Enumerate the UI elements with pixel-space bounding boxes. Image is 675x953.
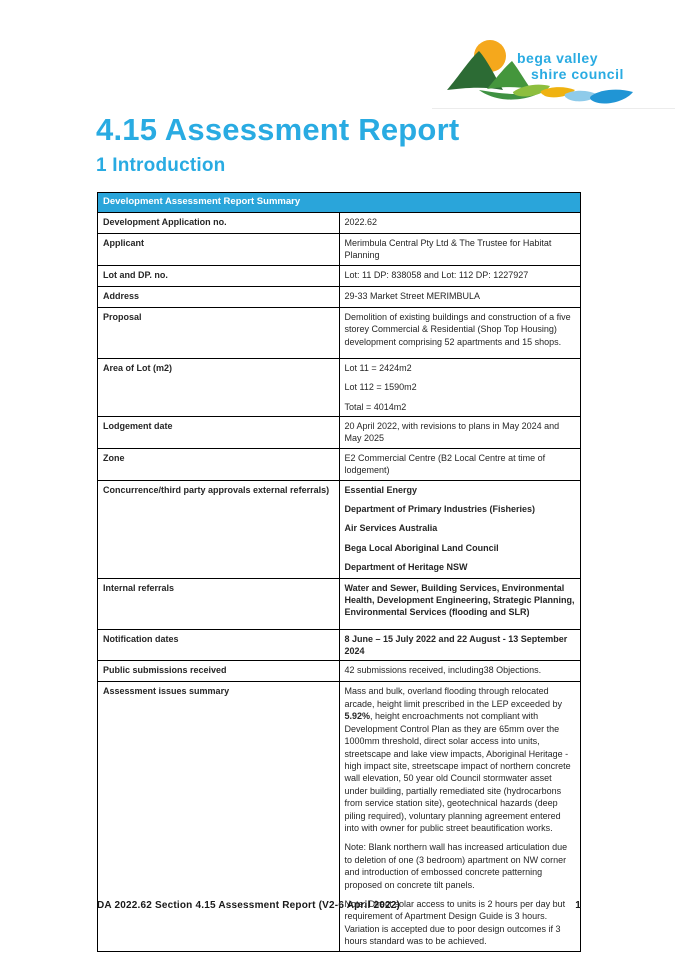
row-value: Demolition of existing buildings and construction of a five storey Commercial & Residential (Shop Top Housing) development comprising 52 apartments and 15 shops. xyxy=(339,307,581,358)
row-label: Applicant xyxy=(98,234,340,266)
row-value: Mass and bulk, overland flooding through relocated arcade, height limit prescribed in the LEP exceeded by 5.92%, height encroachments not compliant with Development Control Plan as they are 65mm over the 1000mm threshold, direct solar access into units, streetscape and lake view impacts, Aboriginal Heritage - high impact site, streetscape impact of northern concrete wall elevation, 50 year old Council stormwater asset under building, partially remediated site (hydrocarbons from service station site), geotechnical hazards (deep piling required), voluntary planning agreement entered into with owner for public street beautification works. Note: Blank northern wall has increased articulation due to deletion of one (3 bedroom) apartment on NW corner and introduction of embossed concrete patterning proposed on concrete tilt panels. Note: Direct solar access to units is 2 hours per day but requirement of Apartment Design Guide is 3 hours. Variation is accepted due to poor design outcomes if 3 hours standard was to be achieved. xyxy=(339,682,581,951)
table-header-title: Development Assessment Report Summary xyxy=(98,193,581,213)
summary-table xyxy=(97,192,581,952)
logo-text-line1: bega valley xyxy=(517,50,598,66)
table-row xyxy=(98,629,581,661)
table-row xyxy=(98,286,581,307)
row-value: 42 submissions received, including38 Objections. xyxy=(339,661,581,682)
table-row xyxy=(98,417,581,449)
row-label: Proposal xyxy=(98,307,340,358)
table-row xyxy=(98,480,581,578)
row-value: Lot: 11 DP: 838058 and Lot: 112 DP: 1227927 xyxy=(339,265,581,286)
summary-table-body xyxy=(98,213,581,952)
page-footer xyxy=(97,900,581,911)
row-label: Lodgement date xyxy=(98,417,340,449)
row-value: 8 June – 15 July 2022 and 22 August - 13 September 2024 xyxy=(339,629,581,661)
logo-text-line2: shire council xyxy=(531,66,624,82)
table-row xyxy=(98,213,581,234)
row-label: Zone xyxy=(98,448,340,480)
row-label: Public submissions received xyxy=(98,661,340,682)
table-row xyxy=(98,307,581,358)
table-row xyxy=(98,358,581,416)
row-label: Concurrence/third party approvals external referrals) xyxy=(98,480,340,578)
row-label: Address xyxy=(98,286,340,307)
footer-text: DA 2022.62 Section 4.15 Assessment Report (V2-6 April 2022) xyxy=(97,900,401,911)
table-header-row xyxy=(98,193,581,213)
row-value: E2 Commercial Centre (B2 Local Centre at time of lodgement) xyxy=(339,448,581,480)
row-label: Notification dates xyxy=(98,629,340,661)
row-label: Internal referrals xyxy=(98,578,340,629)
page-number: 1 xyxy=(575,900,581,911)
table-row xyxy=(98,265,581,286)
row-label: Lot and DP. no. xyxy=(98,265,340,286)
row-value: 29-33 Market Street MERIMBULA xyxy=(339,286,581,307)
bega-valley-logo xyxy=(443,36,643,108)
table-row xyxy=(98,234,581,266)
row-value: 2022.62 xyxy=(339,213,581,234)
table-row xyxy=(98,448,581,480)
row-value: Lot 11 = 2424m2 Lot 112 = 1590m2 Total = 4014m2 xyxy=(339,358,581,416)
row-label: Area of Lot (m2) xyxy=(98,358,340,416)
table-row xyxy=(98,578,581,629)
row-value: 20 April 2022, with revisions to plans in May 2024 and May 2025 xyxy=(339,417,581,449)
section-heading: 1 Introduction xyxy=(96,155,226,176)
header-divider xyxy=(432,108,675,109)
row-value: Merimbula Central Pty Ltd & The Trustee for Habitat Planning xyxy=(339,234,581,266)
table-row xyxy=(98,661,581,682)
row-label: Development Application no. xyxy=(98,213,340,234)
row-value: Water and Sewer, Building Services, Environmental Health, Development Engineering, Strategic Planning, Environmental Services (flooding and SLR) xyxy=(339,578,581,629)
page-title: 4.15 Assessment Report xyxy=(96,112,460,147)
row-value: Essential Energy Department of Primary Industries (Fisheries) Air Services Australia Bega Local Aboriginal Land Council Department of Heritage NSW xyxy=(339,480,581,578)
row-label: Assessment issues summary xyxy=(98,682,340,951)
